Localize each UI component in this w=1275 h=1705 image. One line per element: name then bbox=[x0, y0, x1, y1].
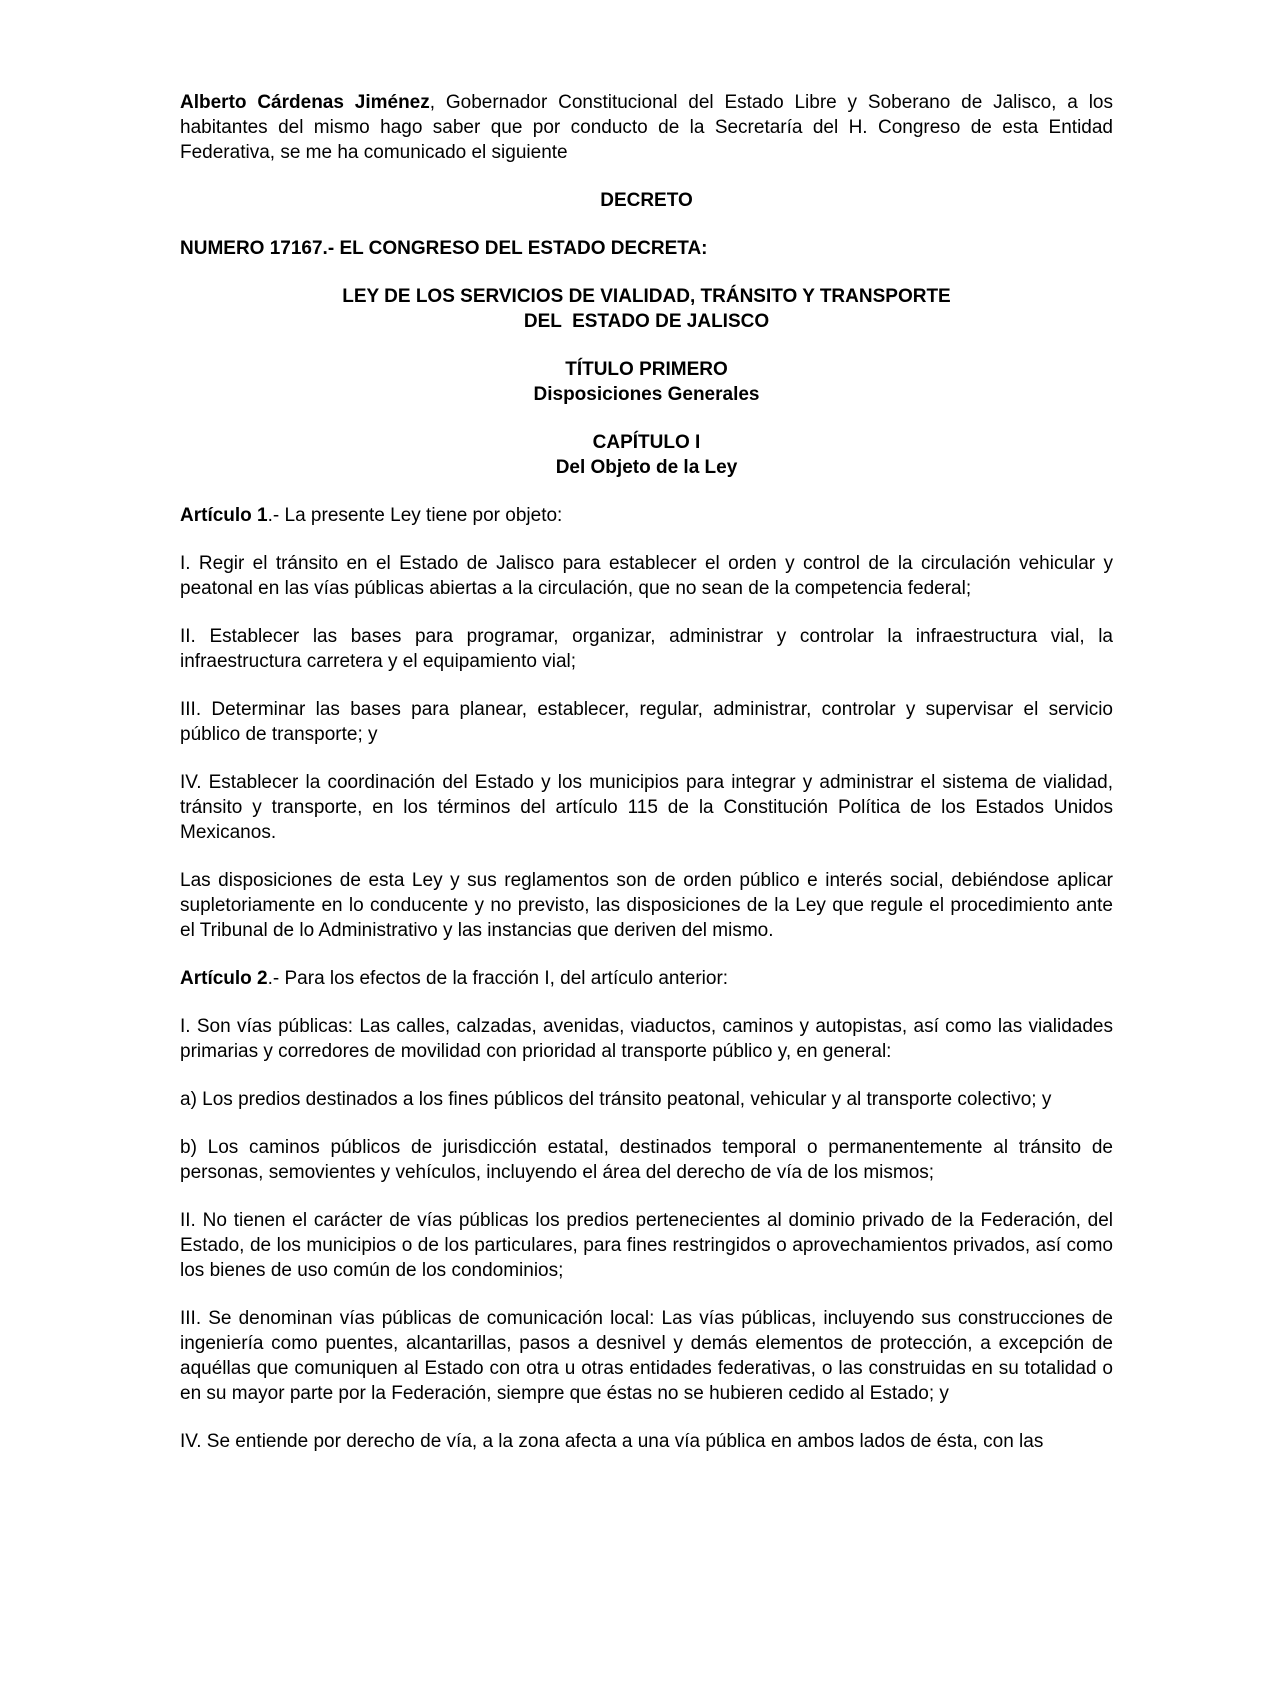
article-2-heading bbox=[180, 966, 1113, 991]
decree-number: NUMERO 17167.- EL CONGRESO DEL ESTADO DECRETA: bbox=[180, 238, 708, 259]
document-page bbox=[180, 90, 1113, 1477]
article-2-fraction-1: I. Son vías públicas: Las calles, calzadas, avenidas, viaductos, caminos y autopistas, así como las vialidades primarias y corredores de movilidad con prioridad al transporte público y, en general: bbox=[180, 1016, 1113, 1062]
law-title bbox=[180, 284, 1113, 334]
article-2-fraction-4: IV. Se entiende por derecho de vía, a la zona afecta a una vía pública en ambos lados de ésta, con las bbox=[180, 1431, 1044, 1452]
intro-paragraph bbox=[180, 90, 1113, 165]
law-title-line1: LEY DE LOS SERVICIOS DE VIALIDAD, TRÁNSITO Y TRANSPORTE bbox=[342, 286, 951, 307]
article-2-text: .- Para los efectos de la fracción I, del artículo anterior: bbox=[267, 968, 729, 989]
capitulo-line2: Del Objeto de la Ley bbox=[555, 457, 738, 478]
titulo-line2: Disposiciones Generales bbox=[533, 384, 760, 405]
capitulo-heading bbox=[180, 430, 1113, 480]
titulo-heading bbox=[180, 357, 1113, 407]
article-1-fraction-2: II. Establecer las bases para programar, organizar, administrar y controlar la infraestructura vial, la infraestructura carretera y el equipamiento vial; bbox=[180, 626, 1113, 672]
capitulo-line1: CAPÍTULO I bbox=[592, 432, 701, 453]
article-2-fraction-2: II. No tienen el carácter de vías públicas los predios pertenecientes al dominio privado de la Federación, del Estado, de los municipios o de los particulares, para fines restringidos o aprovechamientos privados, así como los bienes de uso común de los condominios; bbox=[180, 1210, 1113, 1281]
intro-text: , Gobernador Constitucional del Estado Libre y Soberano de Jalisco, a los habitantes del mismo hago saber que por conducto de la Secretaría del H. Congreso de esta Entidad Federativa, se me ha comunicado el siguiente bbox=[180, 92, 1113, 163]
article-1-fraction-3: III. Determinar las bases para planear, establecer, regular, administrar, controlar y supervisar el servicio público de transporte; y bbox=[180, 699, 1113, 745]
governor-name: Alberto Cárdenas Jiménez bbox=[180, 92, 430, 113]
article-1-heading bbox=[180, 503, 1113, 528]
article-2-label: Artículo 2 bbox=[180, 968, 268, 989]
article-2-item-b: b) Los caminos públicos de jurisdicción estatal, destinados temporal o permanentemente al tránsito de personas, semovientes y vehículos, incluyendo el área del derecho de vía de los mismos; bbox=[180, 1137, 1113, 1183]
law-title-line2: DEL ESTADO DE JALISCO bbox=[523, 311, 770, 332]
decreto-title: DECRETO bbox=[600, 190, 693, 211]
titulo-line1: TÍTULO PRIMERO bbox=[565, 359, 728, 380]
article-1-fraction-1: I. Regir el tránsito en el Estado de Jalisco para establecer el orden y control de la circulación vehicular y peatonal en las vías públicas abiertas a la circulación, que no sean de la competencia federal; bbox=[180, 553, 1113, 599]
article-2-item-a: a) Los predios destinados a los fines públicos del tránsito peatonal, vehicular y al transporte colectivo; y bbox=[180, 1089, 1052, 1110]
article-1-text: .- La presente Ley tiene por objeto: bbox=[267, 505, 563, 526]
article-1-label: Artículo 1 bbox=[180, 505, 268, 526]
article-1-closing: Las disposiciones de esta Ley y sus reglamentos son de orden público e interés social, debiéndose aplicar supletoriamente en lo conducente y no previsto, las disposiciones de la Ley que regule el procedimiento ante el Tribunal de lo Administrativo y las instancias que deriven del mismo. bbox=[180, 870, 1113, 941]
article-1-fraction-4: IV. Establecer la coordinación del Estado y los municipios para integrar y administrar el sistema de vialidad, tránsito y transporte, en los términos del artículo 115 de la Constitución Política de los Estados Unidos Mexicanos. bbox=[180, 772, 1113, 843]
article-2-fraction-3: III. Se denominan vías públicas de comunicación local: Las vías públicas, incluyendo sus construcciones de ingeniería como puentes, alcantarillas, pasos a desnivel y demás elementos de protección, a excepción de aquéllas que comuniquen al Estado con otra u otras entidades federativas, o las construidas en su totalidad o en su mayor parte por la Federación, siempre que éstas no se hubieren cedido al Estado; y bbox=[180, 1308, 1113, 1404]
